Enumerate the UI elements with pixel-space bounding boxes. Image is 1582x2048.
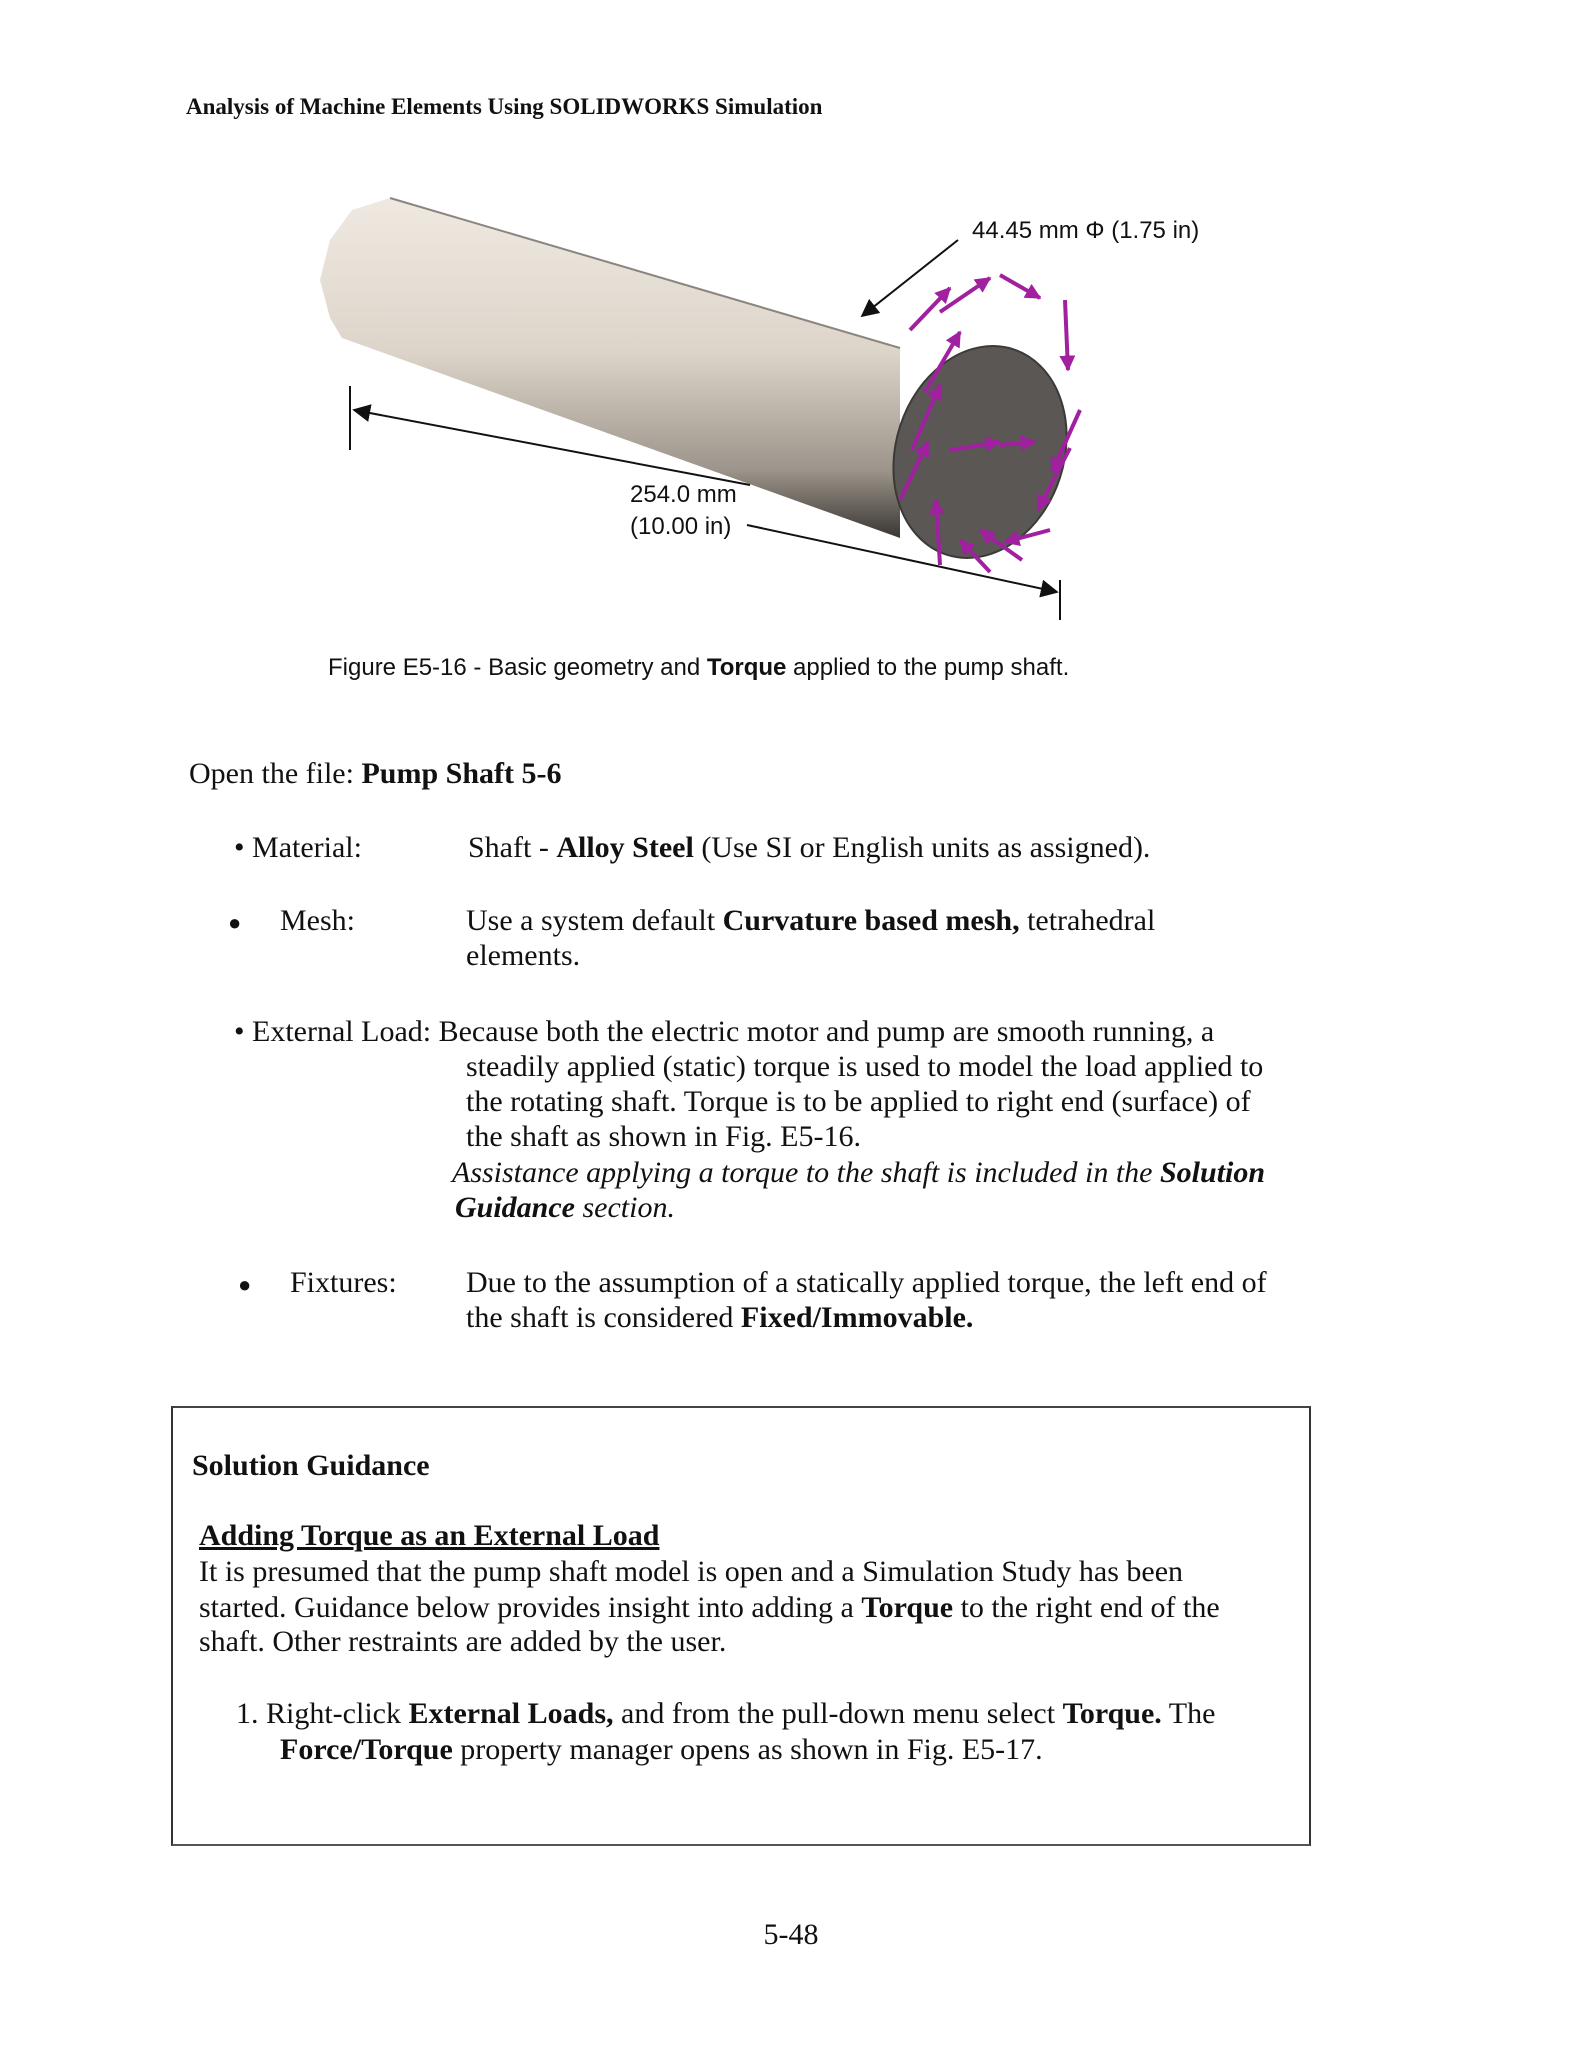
page-number: 5-48 (763, 1918, 819, 1951)
figure-caption: Figure E5-16 - Basic geometry and Torque applied to the pump shaft. (328, 654, 1070, 681)
fixtures-label: Fixtures: (290, 1266, 397, 1299)
material-value: Shaft - Alloy Steel (Use SI or English units as assigned). (468, 831, 1151, 864)
guidance-subtitle: Adding Torque as an External Load (199, 1519, 660, 1552)
guidance-para-line1: It is presumed that the pump shaft model is open and a Simulation Study has been (199, 1555, 1184, 1588)
guidance-title: Solution Guidance (192, 1449, 430, 1482)
diameter-label: 44.45 mm Φ (1.75 in) (972, 217, 1200, 244)
open-file-line: Open the file: Pump Shaft 5-6 (189, 757, 562, 790)
fixtures-value: Due to the assumption of a statically applied torque, the left end of (466, 1266, 1267, 1299)
shaft-body (320, 198, 900, 538)
mesh-label: Mesh: (280, 904, 355, 937)
guidance-step-1-line2: Force/Torque property manager opens as shown in Fig. E5-17. (280, 1733, 1043, 1766)
external-load-line4: the shaft as shown in Fig. E5-16. (466, 1120, 861, 1153)
external-load-assistance: Assistance applying a torque to the shaft is included in the Solution (452, 1156, 1266, 1189)
material-label: • Material: (234, 831, 362, 864)
length-label-in: (10.00 in) (630, 513, 732, 540)
fixtures-value-line2: the shaft is considered Fixed/Immovable. (466, 1301, 974, 1334)
external-load-line3: the rotating shaft. Torque is to be applied to right end (surface) of (466, 1085, 1251, 1118)
mesh-value-line2: elements. (466, 939, 581, 972)
mesh-value: Use a system default Curvature based mesh, tetrahedral (466, 904, 1156, 937)
guidance-para-line3: shaft. Other restraints are added by the user. (199, 1625, 727, 1658)
guidance-step-1: 1. Right-click External Loads, and from the pull-down menu select Torque. The (236, 1697, 1216, 1730)
length-label-mm: 254.0 mm (630, 481, 737, 508)
mesh-bullet: ● (228, 910, 242, 935)
shaft-figure (300, 180, 1200, 640)
running-header: Analysis of Machine Elements Using SOLIDWORKS Simulation (186, 94, 823, 119)
external-load-line2: steadily applied (static) torque is used to model the load applied to (466, 1050, 1264, 1083)
external-load-assistance-line2: Guidance section. (455, 1191, 675, 1224)
fixtures-bullet: ● (238, 1272, 252, 1297)
external-load-line1: • External Load: Because both the electric motor and pump are smooth running, a (234, 1015, 1215, 1048)
guidance-para-line2: started. Guidance below provides insight into adding a Torque to the right end of the (199, 1591, 1220, 1624)
diameter-leader (862, 240, 958, 316)
